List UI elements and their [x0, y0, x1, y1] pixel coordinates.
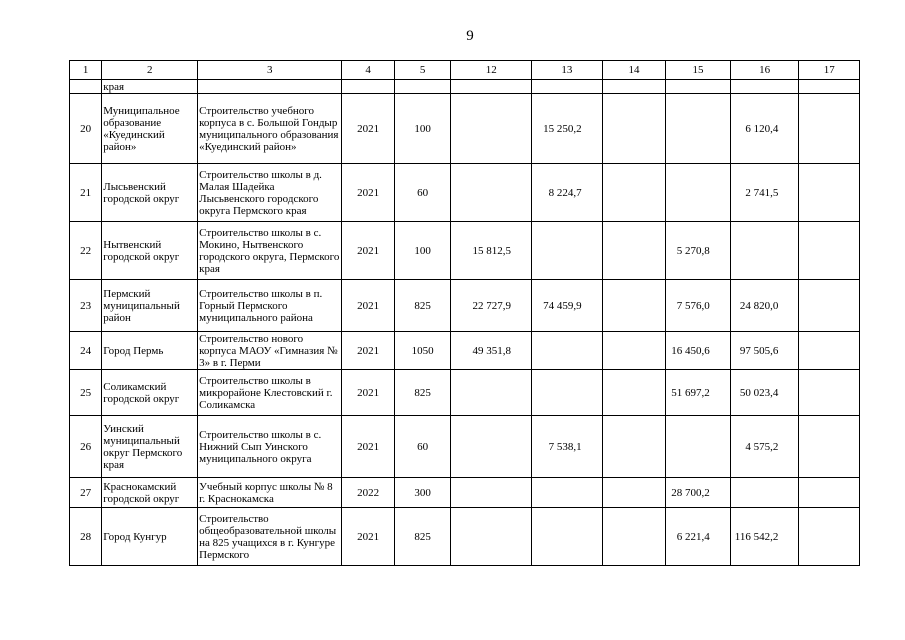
cell-n: 23	[70, 280, 102, 332]
cell-c16: 4 575,2	[730, 416, 799, 478]
table-row	[70, 332, 860, 370]
cell-c12: 22 727,9	[451, 280, 532, 332]
cell-n: 27	[70, 478, 102, 508]
cell-c15: 5 270,8	[666, 222, 731, 280]
cell-c14	[602, 370, 666, 416]
column-header: 15	[666, 61, 731, 80]
cell-c17	[799, 280, 860, 332]
cell-c13	[532, 222, 603, 280]
cell-entity: Пермский муниципальный район	[102, 280, 198, 332]
cell-c16: 24 820,0	[730, 280, 799, 332]
cell-capacity: 1050	[394, 332, 451, 370]
cell-c14	[602, 222, 666, 280]
table-row	[70, 370, 860, 416]
cell-c16: 2 741,5	[730, 164, 799, 222]
cell-c12	[451, 478, 532, 508]
cell-c17	[799, 508, 860, 566]
cell-year: 2021	[342, 416, 394, 478]
cell-capacity: 60	[394, 416, 451, 478]
cell-n: 21	[70, 164, 102, 222]
cell-c14	[602, 94, 666, 164]
column-header: 13	[532, 61, 603, 80]
cell-entity: Город Кунгур	[102, 508, 198, 566]
cell-c14	[602, 478, 666, 508]
table-row	[70, 164, 860, 222]
cell-c12	[451, 508, 532, 566]
cell-n: 26	[70, 416, 102, 478]
cell-c15: 16 450,6	[666, 332, 731, 370]
cell-capacity: 60	[394, 164, 451, 222]
cell-year: 2022	[342, 478, 394, 508]
cell-year: 2021	[342, 370, 394, 416]
continuation-text: края	[102, 80, 198, 94]
cell-c14	[602, 164, 666, 222]
cell-c17	[799, 370, 860, 416]
cell-c17	[799, 222, 860, 280]
column-header: 17	[799, 61, 860, 80]
cell-c16	[730, 222, 799, 280]
cell-object: Строительство школы в с. Мокино, Нытвенского городского округа, Пермского края	[198, 222, 342, 280]
cell-year: 2021	[342, 222, 394, 280]
cell-c13: 8 224,7	[532, 164, 603, 222]
cell-object: Строительство учебного корпуса в с. Большой Гондыр муниципального образования «Куединский район»	[198, 94, 342, 164]
page-number: 9	[466, 28, 474, 44]
cell-c15: 28 700,2	[666, 478, 731, 508]
cell-n: 24	[70, 332, 102, 370]
cell-c17	[799, 478, 860, 508]
cell-n: 28	[70, 508, 102, 566]
cell-c14	[602, 332, 666, 370]
cell-year: 2021	[342, 280, 394, 332]
cell-c16: 97 505,6	[730, 332, 799, 370]
table-row	[70, 222, 860, 280]
column-header: 4	[342, 61, 394, 80]
cell-object: Строительство школы в д. Малая Шадейка Лысьвенского городского округа Пермского края	[198, 164, 342, 222]
cell-entity: Нытвенский городской округ	[102, 222, 198, 280]
table-row	[70, 280, 860, 332]
cell-capacity: 300	[394, 478, 451, 508]
cell-c12	[451, 94, 532, 164]
budget-table	[69, 60, 860, 566]
table-row	[70, 508, 860, 566]
cell-object: Строительство школы в с. Нижний Сып Уинского муниципального округа	[198, 416, 342, 478]
cell-c14	[602, 508, 666, 566]
cell-capacity: 825	[394, 370, 451, 416]
cell-object: Строительство общеобразовательной школы на 825 учащихся в г. Кунгуре Пермского	[198, 508, 342, 566]
cell-object: Строительство школы в п. Горный Пермского муниципального района	[198, 280, 342, 332]
cell-c15: 6 221,4	[666, 508, 731, 566]
cell-c13	[532, 332, 603, 370]
cell-year: 2021	[342, 332, 394, 370]
cell-n: 25	[70, 370, 102, 416]
cell-c16	[730, 478, 799, 508]
cell-capacity: 825	[394, 508, 451, 566]
cell-n: 20	[70, 94, 102, 164]
cell-c13	[532, 478, 603, 508]
cell-c15	[666, 94, 731, 164]
cell-c12	[451, 370, 532, 416]
column-header: 14	[602, 61, 666, 80]
cell-c17	[799, 416, 860, 478]
column-header: 1	[70, 61, 102, 80]
column-header: 12	[451, 61, 532, 80]
cell-object: Учебный корпус школы № 8 г. Краснокамска	[198, 478, 342, 508]
cell-c13: 15 250,2	[532, 94, 603, 164]
cell-capacity: 825	[394, 280, 451, 332]
table-row	[70, 94, 860, 164]
cell-capacity: 100	[394, 222, 451, 280]
table-row	[70, 478, 860, 508]
cell-c15	[666, 416, 731, 478]
cell-c17	[799, 332, 860, 370]
cell-entity: Уинский муниципальный округ Пермского края	[102, 416, 198, 478]
column-header: 16	[730, 61, 799, 80]
column-header: 2	[102, 61, 198, 80]
cell-c16: 6 120,4	[730, 94, 799, 164]
cell-c12: 15 812,5	[451, 222, 532, 280]
cell-c13: 7 538,1	[532, 416, 603, 478]
cell-entity: Город Пермь	[102, 332, 198, 370]
cell-c15	[666, 164, 731, 222]
cell-capacity: 100	[394, 94, 451, 164]
cell-c14	[602, 416, 666, 478]
cell-entity: Соликамский городской округ	[102, 370, 198, 416]
continuation-row	[70, 80, 860, 94]
cell-c12	[451, 416, 532, 478]
cell-object: Строительство нового корпуса МАОУ «Гимназия № 3» в г. Перми	[198, 332, 342, 370]
cell-entity: Лысьвенский городской округ	[102, 164, 198, 222]
table-row	[70, 416, 860, 478]
cell-c12	[451, 164, 532, 222]
cell-c13	[532, 370, 603, 416]
column-header: 3	[198, 61, 342, 80]
column-header: 5	[394, 61, 451, 80]
cell-object: Строительство школы в микрорайоне Клестовский г. Соликамска	[198, 370, 342, 416]
cell-c14	[602, 280, 666, 332]
cell-c16: 50 023,4	[730, 370, 799, 416]
cell-entity: Краснокамский городской округ	[102, 478, 198, 508]
cell-year: 2021	[342, 164, 394, 222]
cell-c13: 74 459,9	[532, 280, 603, 332]
cell-year: 2021	[342, 508, 394, 566]
cell-entity: Муниципальное образование «Куединский район»	[102, 94, 198, 164]
cell-c13	[532, 508, 603, 566]
cell-c12: 49 351,8	[451, 332, 532, 370]
cell-c17	[799, 94, 860, 164]
cell-year: 2021	[342, 94, 394, 164]
cell-c15: 7 576,0	[666, 280, 731, 332]
cell-c15: 51 697,2	[666, 370, 731, 416]
cell-c17	[799, 164, 860, 222]
cell-c16: 116 542,2	[730, 508, 799, 566]
cell-n: 22	[70, 222, 102, 280]
header-row	[70, 61, 860, 80]
